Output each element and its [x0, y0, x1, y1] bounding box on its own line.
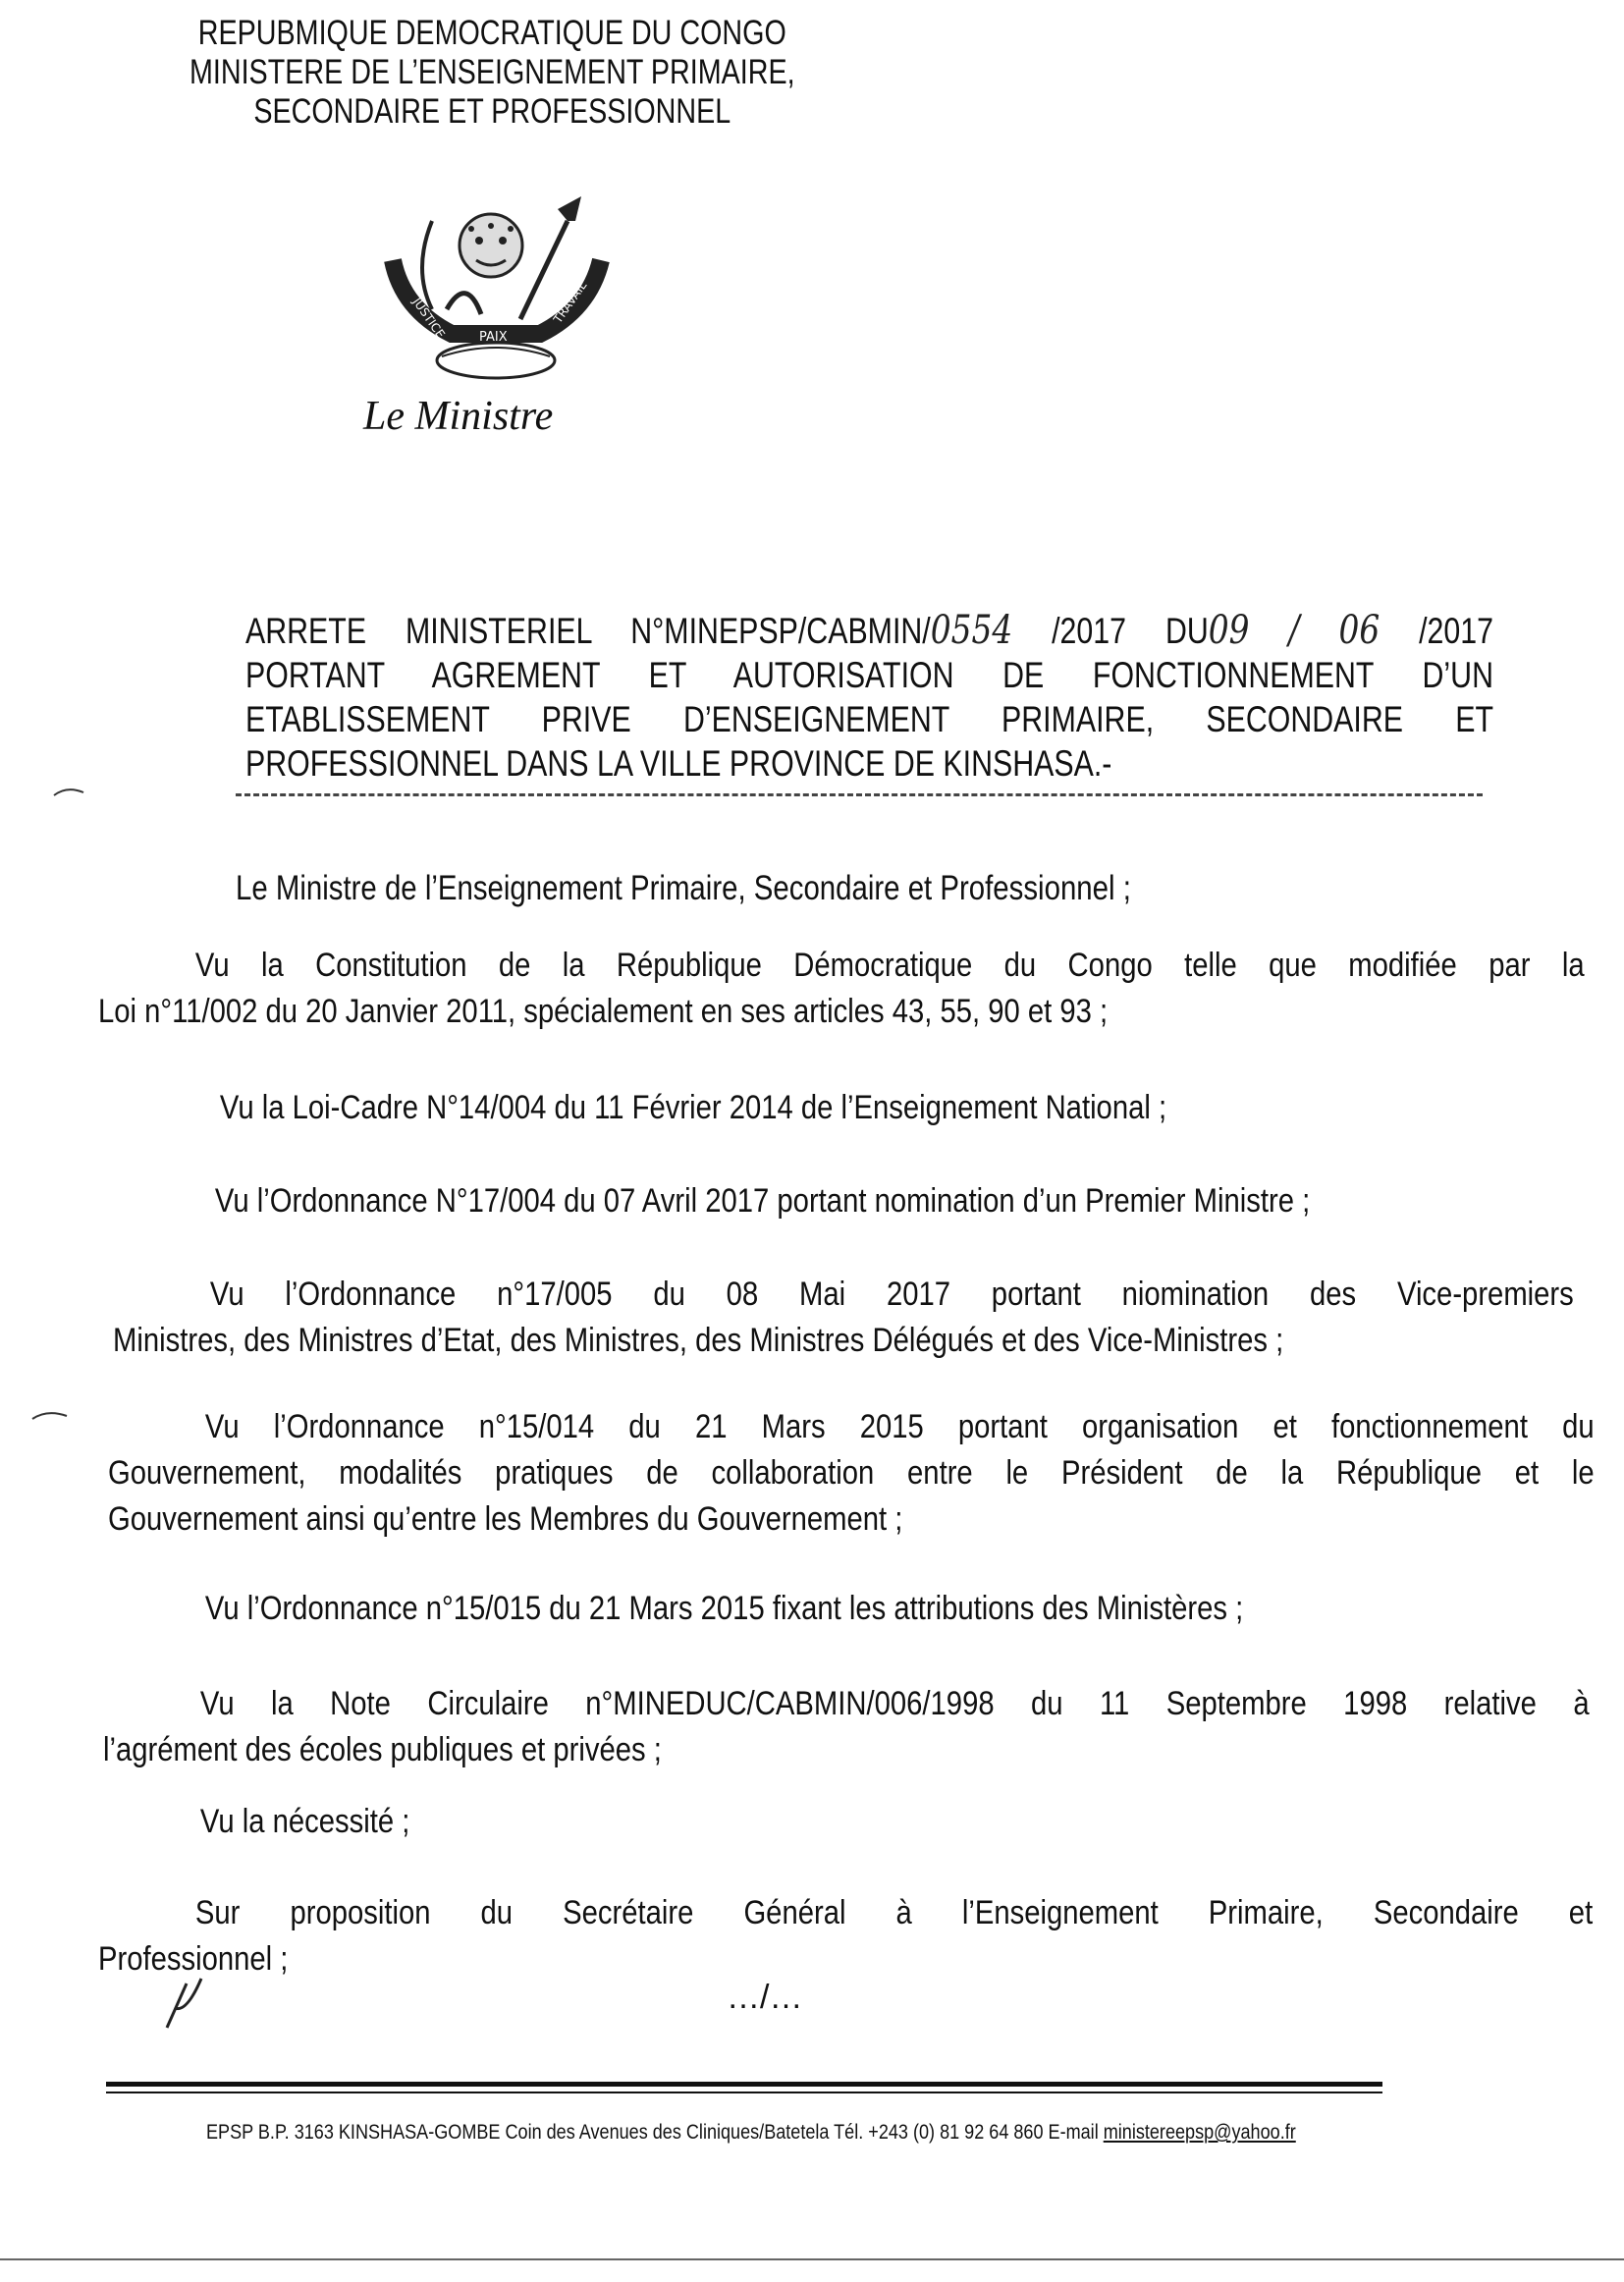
letterhead-ministry: MINISTERE DE L’ENSEIGNEMENT PRIMAIRE, [189, 53, 795, 91]
consideration-line: Gouvernement, modalités pratiques de collaboration entre le Président de la République et le [108, 1454, 1595, 1492]
decree-date-day: 09 [1208, 608, 1250, 653]
consideration-line: l’agrément des écoles publiques et privées ; [103, 1731, 662, 1768]
consideration-line: Loi n°11/002 du 20 Janvier 2011, spécialement en ses articles 43, 55, 90 et 93 ; [98, 993, 1109, 1030]
footer-email-link[interactable]: ministereepsp@yahoo.fr [1103, 2121, 1296, 2144]
decree-ref-prefix: ARRETE MINISTERIEL N°MINEPSP/CABMIN/ [245, 611, 931, 651]
consideration-line: Vu la Constitution de la République Démocratique du Congo telle que modifiée par la [194, 947, 1585, 984]
decree-number-handwritten: 0554 [930, 608, 1013, 653]
decree-date-year: /2017 [1419, 611, 1494, 651]
decree-title [245, 609, 1493, 786]
letterhead-ministry-cont: SECONDAIRE ET PROFESSIONNEL [253, 92, 731, 131]
consideration-ordonnance-17-005 [113, 1272, 1574, 1364]
consideration-line: Vu la nécessité ; [199, 1803, 410, 1840]
decree-title-line3: ETABLISSEMENT PRIVE D’ENSEIGNEMENT PRIMAIRE, SECONDAIRE ET [245, 699, 1493, 739]
consideration-line: Vu l’Ordonnance n°17/005 du 08 Mai 2017 portant niomination des Vice-premiers [209, 1276, 1574, 1313]
minister-label: Le Ministre [363, 394, 554, 439]
consideration-line: Vu la Note Circulaire n°MINEDUC/CABMIN/006/1998 du 11 Septembre 1998 relative à [199, 1685, 1590, 1722]
initials-mark-icon [157, 1974, 216, 2033]
footer-address [206, 2121, 1296, 2145]
consideration-ordonnance-17-004 [118, 1178, 1310, 1224]
consideration-proposition [98, 1890, 1593, 1983]
page-bottom-edge [0, 2258, 1624, 2260]
letterhead-country: REPUBMIQUE DEMOCRATIQUE DU CONGO [197, 14, 786, 52]
consideration-line: Sur proposition du Secrétaire Général à l’Enseignement Primaire, Secondaire et [194, 1894, 1594, 1931]
decree-date-month: 06 [1338, 608, 1380, 653]
coat-of-arms-icon [373, 191, 628, 388]
continuation-marker: …/… [727, 1979, 803, 2016]
motto-paix: PAIX [479, 330, 508, 345]
decree-date-sep: / [1288, 608, 1300, 653]
consideration-line: Professionnel ; [98, 1940, 289, 1978]
consideration-line: Vu l’Ordonnance n°15/014 du 21 Mars 2015 portant organisation et fonctionnement du [204, 1408, 1595, 1445]
footer-rule-thin [106, 2092, 1382, 2093]
decree-title-line2: PORTANT AGREMENT ET AUTORISATION DE FONCTIONNEMENT D’UN [245, 655, 1493, 695]
consideration-loi-cadre [123, 1085, 1166, 1131]
consideration-line: Gouvernement ainsi qu’entre les Membres du Gouvernement ; [108, 1500, 903, 1538]
consideration-necessite [103, 1799, 409, 1845]
consideration-ordonnance-15-015 [108, 1586, 1243, 1632]
consideration-line: Vu l’Ordonnance n°15/015 du 21 Mars 2015 fixant les attributions des Ministères ; [204, 1590, 1244, 1627]
consideration-line: Vu l’Ordonnance N°17/004 du 07 Avril 2017 portant nomination d’un Premier Ministre ; [214, 1182, 1311, 1220]
decree-title-line4: PROFESSIONNEL DANS LA VILLE PROVINCE DE KINSHASA.- [245, 743, 1112, 784]
letterhead [118, 14, 867, 132]
consideration-constitution [98, 943, 1585, 1035]
scan-mark-icon [49, 781, 88, 800]
preamble: Le Ministre de l’Enseignement Primaire, Secondaire et Professionnel ; [236, 869, 1131, 907]
motto-justice: JUSTICE [409, 295, 448, 342]
footer-address-text: EPSP B.P. 3163 KINSHASA-GOMBE Coin des Avenues des Cliniques/Batetela Tél. +243 (0) 81 92 64 860 E-mail [206, 2121, 1104, 2144]
dashed-divider [236, 793, 1483, 796]
decree-ref-year: /2017 DU [1052, 611, 1209, 651]
motto-travail: TRAVAIL [550, 278, 590, 326]
consideration-ordonnance-15-014 [108, 1404, 1595, 1543]
scan-mark-icon [27, 1404, 72, 1424]
decree-reference [245, 609, 1493, 653]
footer-rule-thick [106, 2082, 1382, 2087]
consideration-line: Vu la Loi-Cadre N°14/004 du 11 Février 2014 de l’Enseignement National ; [219, 1089, 1167, 1126]
consideration-note-circulaire [103, 1681, 1590, 1773]
consideration-line: Ministres, des Ministres d’Etat, des Ministres, des Ministres Délégués et des Vice-Ministres ; [113, 1322, 1284, 1359]
